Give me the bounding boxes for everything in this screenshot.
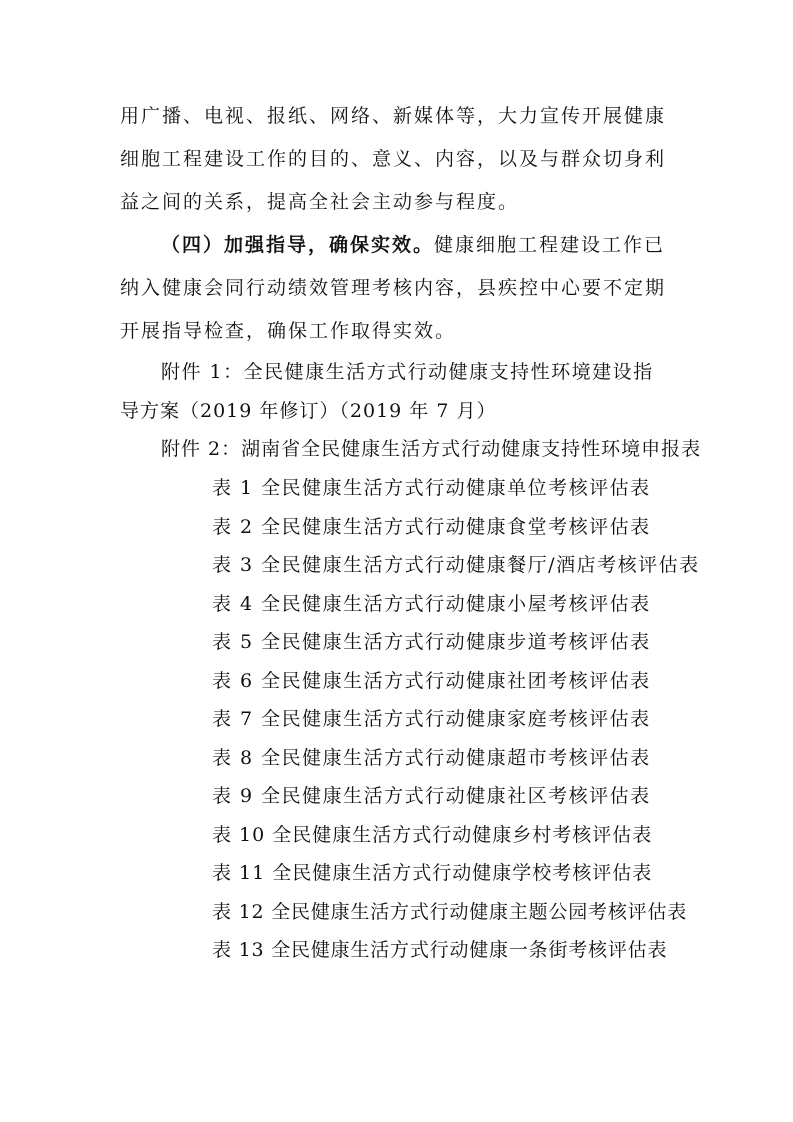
table-list-item: 表 11 全民健康生活方式行动健康学校考核评估表 — [212, 862, 653, 884]
table-list-item: 表 5 全民健康生活方式行动健康步道考核评估表 — [212, 631, 651, 653]
table-list-item: 表 4 全民健康生活方式行动健康小屋考核评估表 — [212, 593, 651, 615]
attachment-title: 附件 2：湖南省全民健康生活方式行动健康支持性环境申报表 — [161, 438, 702, 460]
section-heading: （四）加强指导，确保实效。 — [161, 234, 435, 256]
table-list-item: 表 7 全民健康生活方式行动健康家庭考核评估表 — [212, 708, 651, 730]
text-line: 纳入健康会同行动绩效管理考核内容，县疾控中心要不定期 — [120, 277, 667, 299]
table-list-item: 表 1 全民健康生活方式行动健康单位考核评估表 — [212, 477, 651, 499]
text-run: 健康细胞工程建设工作已 — [434, 234, 666, 256]
table-list-item: 表 2 全民健康生活方式行动健康食堂考核评估表 — [212, 516, 651, 538]
table-list-item: 表 3 全民健康生活方式行动健康餐厅/酒店考核评估表 — [212, 554, 700, 576]
table-list-item: 表 10 全民健康生活方式行动健康乡村考核评估表 — [212, 824, 653, 846]
table-list-item: 表 8 全民健康生活方式行动健康超市考核评估表 — [212, 747, 651, 769]
text-line — [161, 233, 665, 257]
text-line: 附件 1：全民健康生活方式行动健康支持性环境建设指 — [161, 361, 654, 383]
text-line: 导方案（2019 年修订）（2019 年 7 月） — [120, 400, 497, 422]
table-list-item: 表 9 全民健康生活方式行动健康社区考核评估表 — [212, 785, 651, 807]
table-list-item: 表 6 全民健康生活方式行动健康社团考核评估表 — [212, 670, 651, 692]
text-line: 用广播、电视、报纸、网络、新媒体等，大力宣传开展健康 — [120, 105, 667, 127]
text-line: 益之间的关系，提高全社会主动参与程度。 — [120, 191, 520, 213]
text-line: 开展指导检查，确保工作取得实效。 — [120, 320, 457, 342]
table-list-item: 表 13 全民健康生活方式行动健康一条街考核评估表 — [212, 939, 668, 961]
text-line: 细胞工程建设工作的目的、意义、内容，以及与群众切身利 — [120, 148, 667, 170]
table-list-item: 表 12 全民健康生活方式行动健康主题公园考核评估表 — [212, 901, 688, 923]
